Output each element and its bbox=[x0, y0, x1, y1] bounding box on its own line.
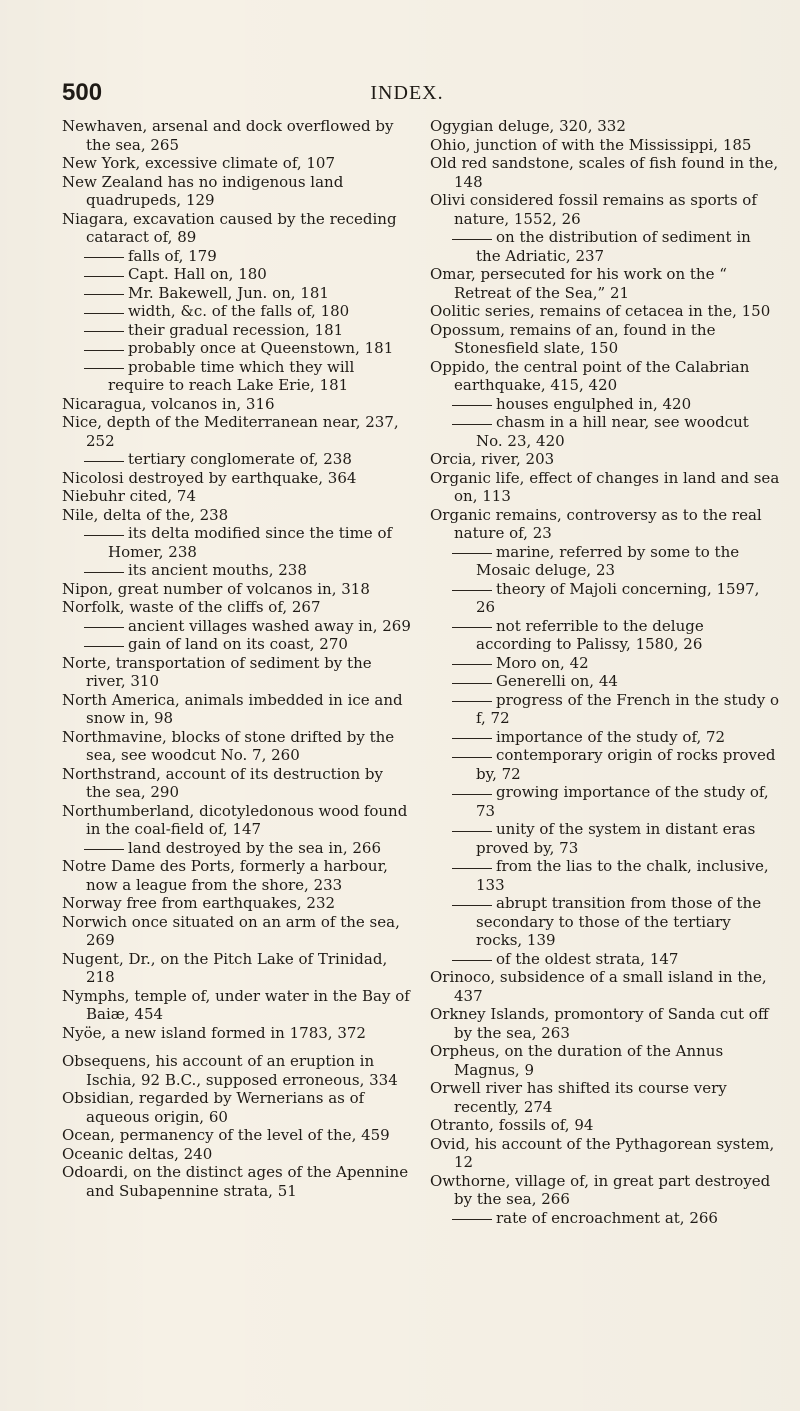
index-subentry bbox=[430, 543, 780, 580]
entry-text: Nymphs, temple of, under water in the Bay of Baiæ, 454 bbox=[62, 986, 410, 1023]
page-header bbox=[62, 77, 752, 109]
index-subentry bbox=[430, 580, 780, 617]
right-index-column bbox=[430, 117, 780, 1227]
index-entry bbox=[430, 968, 780, 1005]
index-subentry bbox=[430, 857, 780, 894]
entry-text: growing importance of the study of, 73 bbox=[476, 783, 769, 820]
entry-text: Nyöe, a new island formed in 1783, 372 bbox=[62, 1023, 366, 1042]
entry-text: Notre Dame des Ports, formerly a harbour, now a league from the shore, 233 bbox=[62, 857, 388, 894]
entry-text: Nugent, Dr., on the Pitch Lake of Trinidad, 218 bbox=[62, 949, 388, 986]
entry-text: North America, animals imbedded in ice and snow in, 98 bbox=[62, 690, 403, 727]
entry-text: Nicolosi destroyed by earthquake, 364 bbox=[62, 468, 357, 487]
entry-text: New York, excessive climate of, 107 bbox=[62, 154, 336, 172]
index-entry bbox=[62, 1126, 412, 1145]
entry-text: Northmavine, blocks of stone drifted by the sea, see woodcut No. 7, 260 bbox=[62, 727, 395, 764]
repeat-dash bbox=[84, 255, 124, 258]
index-entry bbox=[62, 154, 412, 173]
repeat-dash bbox=[452, 1217, 492, 1220]
index-subentry bbox=[62, 321, 412, 340]
entry-text: chasm in a hill near, see woodcut No. 23, 420 bbox=[476, 413, 749, 450]
index-entry bbox=[430, 1005, 780, 1042]
repeat-dash bbox=[452, 681, 492, 684]
index-subentry bbox=[62, 247, 412, 266]
repeat-dash bbox=[84, 459, 124, 462]
index-entry bbox=[430, 136, 780, 155]
page-number: 500 bbox=[62, 79, 103, 106]
index-entry bbox=[62, 1145, 412, 1164]
index-subentry bbox=[62, 302, 412, 321]
index-entry bbox=[430, 117, 780, 136]
entry-text: probable time which they will require to reach Lake Erie, 181 bbox=[108, 357, 355, 394]
entry-text: rate of encroachment at, 266 bbox=[496, 1208, 718, 1227]
repeat-dash bbox=[452, 403, 492, 406]
index-subentry bbox=[430, 672, 780, 691]
entry-text: Northumberland, dicotyledonous wood found in the coal-field of, 147 bbox=[62, 801, 408, 838]
entry-text: not referrible to the deluge according to Palissy, 1580, 26 bbox=[476, 616, 704, 653]
index-entry bbox=[430, 358, 780, 395]
index-entry bbox=[430, 1116, 780, 1135]
entry-text: probably once at Queenstown, 181 bbox=[128, 339, 394, 357]
index-subentry bbox=[430, 413, 780, 450]
entry-text: Ocean, permanency of the level of the, 459 bbox=[62, 1126, 390, 1144]
repeat-dash bbox=[84, 274, 124, 277]
repeat-dash bbox=[84, 348, 124, 351]
entry-text: New Zealand has no indigenous land quadrupeds, 129 bbox=[62, 172, 344, 209]
entry-text: Orinoco, subsidence of a small island in the, 437 bbox=[430, 968, 767, 1005]
index-subentry bbox=[62, 561, 412, 580]
repeat-dash bbox=[452, 792, 492, 795]
index-subentry bbox=[430, 820, 780, 857]
entry-text: progress of the French in the study o f, 72 bbox=[476, 690, 780, 727]
index-entry bbox=[62, 1024, 412, 1043]
index-subentry bbox=[430, 228, 780, 265]
entry-text: Moro on, 42 bbox=[496, 653, 589, 672]
entry-text: Norwich once situated on an arm of the sea, 269 bbox=[62, 912, 400, 949]
index-entry bbox=[62, 728, 412, 765]
entry-text: Generelli on, 44 bbox=[496, 672, 618, 690]
index-entry bbox=[430, 469, 780, 506]
index-entry bbox=[62, 487, 412, 506]
entry-text: Niebuhr cited, 74 bbox=[62, 487, 196, 505]
index-entry bbox=[62, 1052, 412, 1089]
repeat-dash bbox=[452, 422, 492, 425]
index-subentry bbox=[62, 265, 412, 284]
repeat-dash bbox=[452, 588, 492, 591]
entry-text: Orwell river has shifted its course very recently, 274 bbox=[430, 1079, 727, 1116]
index-entry bbox=[62, 413, 412, 450]
entry-text: Mr. Bakewell, Jun. on, 181 bbox=[128, 283, 329, 302]
repeat-dash bbox=[84, 366, 124, 369]
repeat-dash bbox=[84, 625, 124, 628]
index-entry bbox=[62, 580, 412, 599]
entry-text: tertiary conglomerate of, 238 bbox=[128, 450, 352, 468]
entry-text: its delta modified since the time of Homer, 238 bbox=[108, 524, 393, 561]
index-entry bbox=[62, 1089, 412, 1126]
index-entry bbox=[430, 302, 780, 321]
entry-text: unity of the system in distant eras proved by, 73 bbox=[476, 820, 756, 857]
index-entry bbox=[430, 191, 780, 228]
index-subentry bbox=[430, 728, 780, 747]
entry-text: importance of the study of, 72 bbox=[496, 727, 726, 746]
index-subentry bbox=[430, 617, 780, 654]
index-entry bbox=[430, 1135, 780, 1172]
entry-text: gain of land on its coast, 270 bbox=[128, 635, 348, 653]
index-entry bbox=[62, 654, 412, 691]
entry-text: land destroyed by the sea in, 266 bbox=[128, 838, 381, 857]
entry-text: Orpheus, on the duration of the Annus Magnus, 9 bbox=[430, 1042, 724, 1079]
entry-text: abrupt transition from those of the secondary to those of the tertiary rocks, 139 bbox=[476, 894, 762, 949]
entry-text: Organic remains, controversy as to the real nature of, 23 bbox=[430, 505, 762, 542]
index-entry bbox=[62, 857, 412, 894]
index-subentry bbox=[62, 339, 412, 358]
entry-text: Opossum, remains of an, found in the Stonesfield slate, 150 bbox=[430, 320, 716, 357]
index-entry bbox=[62, 765, 412, 802]
entry-text: Nipon, great number of volcanos in, 318 bbox=[62, 579, 370, 598]
entry-text: Olivi considered fossil remains as sports of nature, 1552, 26 bbox=[430, 191, 757, 228]
index-subentry bbox=[430, 654, 780, 673]
entry-text: Nile, delta of the, 238 bbox=[62, 505, 229, 524]
index-entry bbox=[62, 894, 412, 913]
entry-text: on the distribution of sediment in the Adriatic, 237 bbox=[476, 228, 751, 265]
entry-text: Northstrand, account of its destruction by the sea, 290 bbox=[62, 764, 383, 801]
repeat-dash bbox=[452, 699, 492, 702]
index-entry bbox=[62, 210, 412, 247]
repeat-dash bbox=[452, 755, 492, 758]
index-subentry bbox=[62, 617, 412, 636]
index-entry bbox=[62, 117, 412, 154]
index-entry bbox=[62, 950, 412, 987]
index-entry bbox=[430, 1172, 780, 1209]
repeat-dash bbox=[84, 329, 124, 332]
repeat-dash bbox=[452, 866, 492, 869]
entry-text: Ohio, junction of with the Mississippi, 185 bbox=[430, 135, 752, 154]
entry-text: Old red sandstone, scales of fish found in the, 148 bbox=[430, 154, 779, 191]
repeat-dash bbox=[84, 292, 124, 295]
entry-text: Obsidian, regarded by Wernerians as of aqueous origin, 60 bbox=[62, 1089, 365, 1126]
entry-text: Ogygian deluge, 320, 332 bbox=[430, 117, 626, 135]
index-subentry bbox=[62, 635, 412, 654]
repeat-dash bbox=[452, 958, 492, 961]
index-entry bbox=[430, 450, 780, 469]
repeat-dash bbox=[84, 847, 124, 850]
index-entry bbox=[430, 321, 780, 358]
entry-text: contemporary origin of rocks proved by, 72 bbox=[476, 746, 776, 783]
index-entry bbox=[430, 1079, 780, 1116]
entry-text: Nicaragua, volcanos in, 316 bbox=[62, 394, 275, 413]
entry-text: Newhaven, arsenal and dock overflowed by the sea, 265 bbox=[62, 117, 394, 154]
index-entry bbox=[62, 691, 412, 728]
index-subentry bbox=[430, 783, 780, 820]
repeat-dash bbox=[452, 736, 492, 739]
repeat-dash bbox=[452, 662, 492, 665]
entry-text: Owthorne, village of, in great part destroyed by the sea, 266 bbox=[430, 1171, 771, 1208]
repeat-dash bbox=[452, 903, 492, 906]
entry-text: its ancient mouths, 238 bbox=[128, 561, 307, 579]
entry-text: width, &c. of the falls of, 180 bbox=[128, 302, 350, 320]
index-entry bbox=[62, 469, 412, 488]
entry-text: Norte, transportation of sediment by the river, 310 bbox=[62, 653, 372, 690]
repeat-dash bbox=[452, 551, 492, 554]
index-subentry bbox=[430, 950, 780, 969]
repeat-dash bbox=[452, 237, 492, 240]
repeat-dash bbox=[84, 533, 124, 536]
entry-text: Oceanic deltas, 240 bbox=[62, 1144, 213, 1163]
index-entry bbox=[430, 154, 780, 191]
entry-text: marine, referred by some to the Mosaic deluge, 23 bbox=[476, 542, 740, 579]
entry-text: Oppido, the central point of the Calabrian earthquake, 415, 420 bbox=[430, 357, 750, 394]
entry-gap bbox=[62, 1042, 412, 1052]
repeat-dash bbox=[84, 644, 124, 647]
index-entry bbox=[62, 395, 412, 414]
entry-text: Nice, depth of the Mediterranean near, 237, 252 bbox=[62, 413, 399, 450]
index-subentry bbox=[430, 1209, 780, 1228]
entry-text: houses engulphed in, 420 bbox=[496, 394, 692, 413]
repeat-dash bbox=[452, 625, 492, 628]
entry-text: falls of, 179 bbox=[128, 246, 217, 265]
index-columns bbox=[62, 117, 780, 1377]
index-entry bbox=[430, 1042, 780, 1079]
index-subentry bbox=[62, 450, 412, 469]
entry-text: Norway free from earthquakes, 232 bbox=[62, 894, 336, 912]
entry-text: from the lias to the chalk, inclusive, 133 bbox=[476, 857, 769, 894]
repeat-dash bbox=[84, 311, 124, 314]
entry-text: Orcia, river, 203 bbox=[430, 450, 555, 468]
index-subentry bbox=[62, 839, 412, 858]
index-entry bbox=[62, 1163, 412, 1200]
entry-text: of the oldest strata, 147 bbox=[496, 949, 679, 968]
index-entry bbox=[62, 598, 412, 617]
index-subentry bbox=[62, 284, 412, 303]
index-entry bbox=[62, 913, 412, 950]
entry-text: Oolitic series, remains of cetacea in the, 150 bbox=[430, 302, 771, 320]
repeat-dash bbox=[84, 570, 124, 573]
index-entry bbox=[430, 506, 780, 543]
index-subentry bbox=[430, 894, 780, 950]
index-subentry bbox=[430, 395, 780, 414]
entry-text: Ovid, his account of the Pythagorean system, 12 bbox=[430, 1134, 775, 1171]
index-entry bbox=[62, 173, 412, 210]
running-head: INDEX. bbox=[370, 82, 444, 104]
entry-text: Niagara, excavation caused by the receding cataract of, 89 bbox=[62, 209, 397, 246]
entry-text: Orkney Islands, promontory of Sanda cut off by the sea, 263 bbox=[430, 1005, 769, 1042]
index-subentry bbox=[430, 691, 780, 728]
index-entry bbox=[430, 265, 780, 302]
index-entry bbox=[62, 987, 412, 1024]
entry-text: ancient villages washed away in, 269 bbox=[128, 616, 411, 635]
entry-text: their gradual recession, 181 bbox=[128, 320, 344, 339]
entry-text: Obsequens, his account of an eruption in Ischia, 92 B.C., supposed erroneous, 334 bbox=[62, 1052, 398, 1089]
entry-text: Capt. Hall on, 180 bbox=[128, 265, 267, 283]
index-subentry bbox=[62, 358, 412, 395]
index-entry bbox=[62, 506, 412, 525]
entry-text: Norfolk, waste of the cliffs of, 267 bbox=[62, 598, 321, 616]
repeat-dash bbox=[452, 829, 492, 832]
index-subentry bbox=[62, 524, 412, 561]
entry-text: Organic life, effect of changes in land and sea on, 113 bbox=[430, 468, 780, 505]
entry-text: Omar, persecuted for his work on the “ Retreat of the Sea,” 21 bbox=[430, 265, 727, 302]
entry-text: theory of Majoli concerning, 1597, 26 bbox=[476, 579, 760, 616]
index-subentry bbox=[430, 746, 780, 783]
entry-text: Odoardi, on the distinct ages of the Apennine and Subapennine strata, 51 bbox=[62, 1163, 409, 1200]
index-entry bbox=[62, 802, 412, 839]
left-index-column bbox=[62, 117, 412, 1200]
entry-text: Otranto, fossils of, 94 bbox=[430, 1116, 594, 1134]
